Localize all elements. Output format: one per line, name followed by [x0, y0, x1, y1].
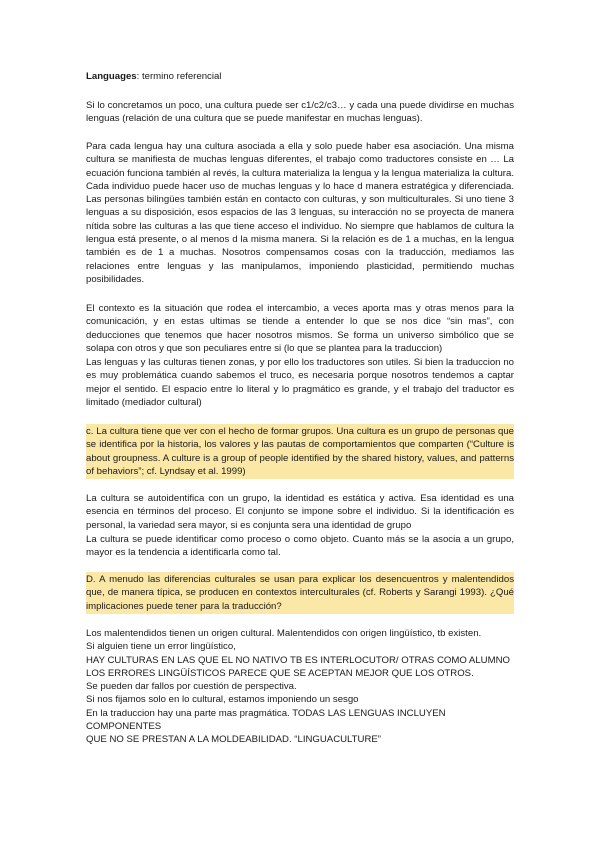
highlight-c-text: c. La cultura tiene que ver con el hecho de formar grupos. Una cultura es un grupo de personas que se identifica por la historia, los valores y las pautas de comportamientos que comparten (“Culture is about groupness. A culture is a group of people identified by the shared history, values, and patterns of behaviors”; cf. Lyndsay et al. 1999) — [86, 426, 514, 477]
heading — [86, 70, 514, 83]
highlight-d-text: D. A menudo las diferencias culturales se usan para explicar los desencuentros y malentendidos que, de manera típica, se producen en contextos interculturales (cf. Roberts y Sarangi 1993). ¿Qué implicaciones puede tener para la traducción? — [86, 574, 514, 612]
p5-line: Se pueden dar fallos por cuestión de perspectiva. — [86, 681, 297, 693]
paragraph-5 — [86, 627, 514, 747]
p5-line: LOS ERRORES LINGÜÍSTICOS PARECE QUE SE ACEPTAN MEJOR QUE LOS OTROS. — [86, 667, 474, 679]
paragraph-4a: La cultura se autoidentifica con un grupo, la identidad es estática y activa. Esa identidad es una esencia en términos del proceso. El conjunto se impone sobre el individuo. Si la identificación es personal, la variedad sera mayor, si es conjunta sera una identidad de grupo — [86, 493, 514, 531]
paragraph-3a: El contexto es la situación que rodea el intercambio, a veces aporta mas y otras menos para la comunicación, y en estas ultimas se tiende a entender lo que se nos dice “sin mas”, con deducciones que tenemos que hacer nosotros mismos. Se forma un universo simbólico que se solapa con otros y que son peculiares entre si (lo que se plantea para la traduccion) — [86, 303, 514, 354]
p5-line: Los malentendidos tienen un origen cultural. Malentendidos con origen lingüístico, tb existen. — [86, 628, 482, 639]
p5-line: HAY CULTURAS EN LAS QUE EL NO NATIVO TB ES INTERLOCUTOR/ OTRAS COMO ALUMNO — [86, 654, 510, 666]
heading-term: Languages — [86, 71, 137, 82]
heading-rest: : termino referencial — [136, 71, 222, 82]
p5-line: En la traduccion hay una parte mas pragmática. TODAS LAS LENGUAS INCLUYEN COMPONENTES — [86, 707, 446, 733]
paragraph-2: Para cada lengua hay una cultura asociada a ella y solo puede haber esa asociación. Una misma cultura se manifiesta de muchas lenguas diferentes, el trabajo como traductores consiste en … La ecuación funciona también al revés, la cultura materializa la lengua y la lengua materializa la cultura. Cada individuo puede hacer uso de muchas lenguas y lo hace d manera estratégica y diferenciada. Las personas bilingües también están en contacto con culturas, y son multiculturales. Si uno tiene 3 lenguas a su disposición, esos espacios de las 3 lenguas, su interacción no se proyecta de manera nítida sobre las culturas a las que tiene acceso el individuo. No siempre que hablamos de cultura la lengua está presente, o al menos d la misma manera. Si la relación es de 1 a muchas, en la lengua también es de 1 a muchas. Nosotros compensamos cosas con la traducción, mediamos las relaciones entre lenguas y las manipulamos, imponiendo plasticidad, permitiendo muchas posibilidades. — [86, 141, 514, 285]
paragraph-1: Si lo concretamos un poco, una cultura puede ser c1/c2/c3… y cada una puede dividirse en muchas lenguas (relación de una cultura que se puede manifestar en muchas lenguas). — [86, 100, 514, 125]
p5-line: Si nos fijamos solo en lo cultural, estamos imponiendo un sesgo — [86, 694, 359, 706]
highlight-block-d — [86, 572, 514, 614]
p5-line: QUE NO SE PRESTAN A LA MOLDEABILIDAD. “LINGUACULTURE” — [86, 734, 381, 746]
highlight-block-c — [86, 424, 514, 479]
p5-line: Si alguien tiene un error lingüístico, — [86, 641, 236, 653]
paragraph-4b: La cultura se puede identificar como proceso o como objeto. Cuanto más se la asocia a un grupo, mayor es la tendencia a identificarla como tal. — [86, 534, 514, 559]
paragraph-3b: Las lenguas y las culturas tienen zonas, y por ello los traductores son utiles. Si bien la traduccion no es muy problemática cuando sabemos el truco, es necesaria porque nosotros tendemos a captar mejor el sentido. El espacio entre lo literal y lo pragmático es grande, y el trabajo del traductor es limitado (mediador cultural) — [86, 357, 514, 408]
